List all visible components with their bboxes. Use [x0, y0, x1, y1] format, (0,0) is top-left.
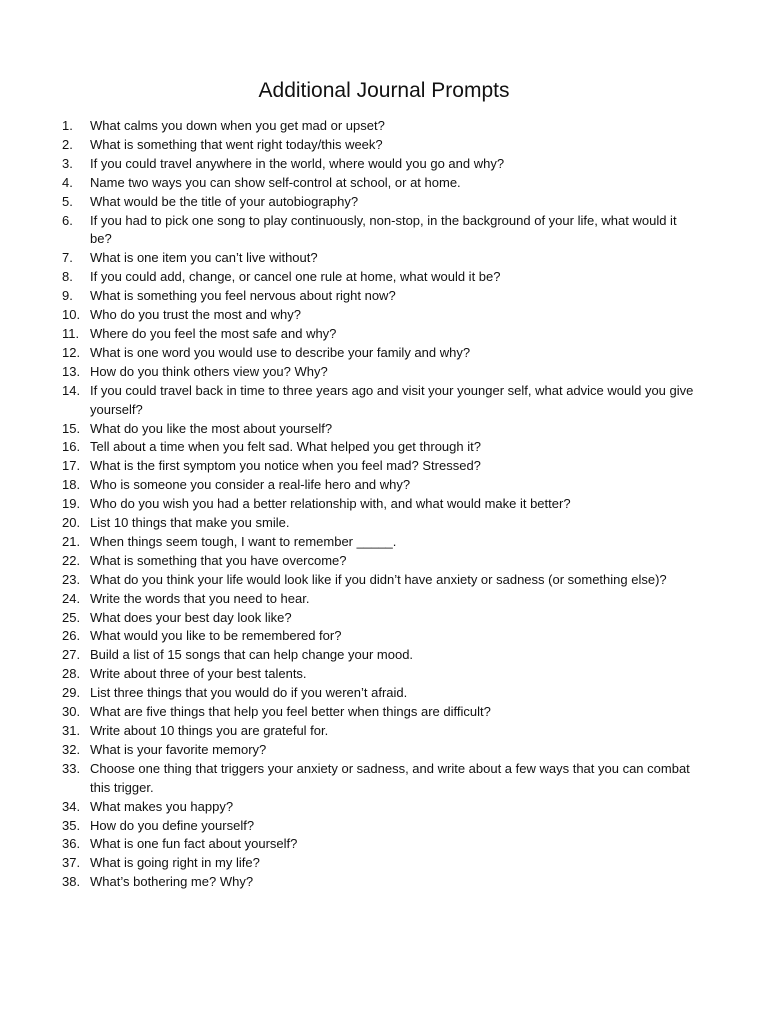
- prompt-item: [62, 382, 698, 420]
- prompt-number: 28.: [62, 666, 81, 682]
- prompt-text: Choose one thing that triggers your anxiety or sadness, and write about a few ways that you can combat this trigger.: [90, 760, 690, 795]
- prompt-item: [62, 136, 698, 155]
- prompt-text: List 10 things that make you smile.: [90, 515, 290, 531]
- prompt-text: Build a list of 15 songs that can help change your mood.: [90, 647, 414, 663]
- prompt-item: [62, 684, 698, 703]
- prompt-item: [62, 174, 698, 193]
- prompt-number: 27.: [62, 647, 81, 663]
- prompt-item: [62, 741, 698, 760]
- prompt-item: [62, 533, 698, 552]
- prompt-text: If you could travel back in time to three years ago and visit your younger self, what advice would you give yourself?: [90, 382, 694, 417]
- prompt-item: [62, 665, 698, 684]
- prompt-number: 31.: [62, 723, 81, 738]
- prompt-number: 32.: [62, 741, 81, 757]
- prompt-number: 26.: [62, 628, 81, 644]
- prompt-number: 7.: [62, 250, 73, 266]
- prompt-text: What makes you happy?: [90, 798, 234, 814]
- prompt-item: [62, 609, 698, 628]
- prompt-item: [62, 646, 698, 665]
- prompt-text: What is your favorite memory?: [90, 741, 267, 757]
- prompt-number: 12.: [62, 344, 81, 360]
- prompt-number: 30.: [62, 704, 81, 720]
- prompt-text: Who do you wish you had a better relationship with, and what would make it better?: [90, 496, 571, 512]
- prompt-text: What is something that went right today/this week?: [90, 136, 383, 152]
- prompt-item: [62, 627, 698, 646]
- prompt-number: 15.: [62, 420, 81, 436]
- prompt-number: 19.: [62, 496, 81, 512]
- prompt-item: [62, 476, 698, 495]
- prompt-item: [62, 438, 698, 457]
- prompt-item: [62, 835, 698, 854]
- prompt-item: [62, 268, 698, 287]
- prompt-item: [62, 117, 698, 136]
- prompt-number: 25.: [62, 609, 81, 625]
- prompt-item: [62, 420, 698, 439]
- prompt-number: 33.: [62, 760, 81, 776]
- prompt-item: [62, 363, 698, 382]
- prompt-text: What do you like the most about yourself?: [90, 420, 333, 436]
- prompt-text: What calms you down when you get mad or upset?: [90, 118, 385, 133]
- prompt-text: What would be the title of your autobiography?: [90, 193, 359, 209]
- prompt-item: [62, 722, 698, 741]
- prompt-text: Tell about a time when you felt sad. What helped you get through it?: [90, 439, 481, 455]
- prompt-item: [62, 457, 698, 476]
- prompt-number: 8.: [62, 269, 73, 285]
- prompt-number: 23.: [62, 571, 81, 587]
- prompt-item: [62, 590, 698, 609]
- prompt-text: Write about 10 things you are grateful for.: [90, 723, 329, 738]
- prompt-number: 34.: [62, 798, 81, 814]
- prompt-item: [62, 854, 698, 873]
- prompt-number: 14.: [62, 382, 81, 398]
- prompt-item: [62, 344, 698, 363]
- prompt-number: 16.: [62, 439, 81, 455]
- prompt-text: What does your best day look like?: [90, 609, 292, 625]
- prompt-number: 3.: [62, 155, 73, 171]
- prompt-text: How do you define yourself?: [90, 817, 255, 833]
- prompt-number: 2.: [62, 136, 73, 152]
- prompt-number: 1.: [62, 118, 73, 133]
- prompt-number: 36.: [62, 836, 81, 852]
- prompt-item: [62, 552, 698, 571]
- prompt-item: [62, 325, 698, 344]
- prompt-number: 37.: [62, 855, 81, 871]
- prompt-number: 6.: [62, 212, 73, 228]
- prompt-text: Name two ways you can show self-control at school, or at home.: [90, 174, 461, 190]
- prompt-item: [62, 155, 698, 174]
- prompt-text: What is going right in my life?: [90, 855, 260, 871]
- prompt-item: [62, 249, 698, 268]
- prompt-number: 18.: [62, 477, 81, 493]
- prompt-text: What do you think your life would look like if you didn’t have anxiety or sadness (or something else)?: [90, 571, 667, 587]
- prompt-item: [62, 495, 698, 514]
- prompt-text: Where do you feel the most safe and why?: [90, 325, 337, 341]
- prompt-text: What is one fun fact about yourself?: [90, 836, 298, 852]
- prompt-text: What’s bothering me? Why?: [90, 874, 254, 890]
- prompt-number: 38.: [62, 874, 81, 890]
- prompt-text: If you could travel anywhere in the world, where would you go and why?: [90, 155, 505, 171]
- prompt-item: [62, 571, 698, 590]
- prompt-item: [62, 514, 698, 533]
- prompt-text: What is the first symptom you notice when you feel mad? Stressed?: [90, 458, 481, 474]
- prompt-text: Who do you trust the most and why?: [90, 307, 301, 323]
- prompt-text: List three things that you would do if you weren’t afraid.: [90, 685, 408, 701]
- prompt-number: 20.: [62, 515, 81, 531]
- prompt-item: [62, 817, 698, 836]
- prompt-text: Write the words that you need to hear.: [90, 590, 310, 606]
- prompt-text: What is one item you can’t live without?: [90, 250, 318, 266]
- prompt-item: [62, 193, 698, 212]
- prompt-number: 4.: [62, 174, 73, 190]
- prompt-item: [62, 873, 698, 892]
- prompt-number: 21.: [62, 533, 81, 549]
- prompt-text: What are five things that help you feel better when things are difficult?: [90, 704, 491, 720]
- prompt-number: 13.: [62, 363, 81, 379]
- page-title: Additional Journal Prompts: [258, 79, 510, 102]
- prompt-number: 22.: [62, 552, 81, 568]
- prompt-item: [62, 798, 698, 817]
- prompt-number: 35.: [62, 817, 81, 833]
- prompt-item: [62, 287, 698, 306]
- prompt-text: When things seem tough, I want to remember _____.: [90, 533, 397, 549]
- prompt-number: 5.: [62, 193, 73, 209]
- prompt-text: Who is someone you consider a real-life hero and why?: [90, 477, 411, 493]
- prompt-number: 10.: [62, 307, 81, 323]
- prompt-number: 11.: [62, 325, 80, 341]
- prompt-text: What would you like to be remembered for?: [90, 628, 342, 644]
- prompt-text: What is something that you have overcome?: [90, 552, 347, 568]
- prompt-item: [62, 703, 698, 722]
- prompt-number: 29.: [62, 685, 81, 701]
- prompt-number: 17.: [62, 458, 81, 474]
- prompt-text: Write about three of your best talents.: [90, 666, 307, 682]
- prompt-text: What is something you feel nervous about right now?: [90, 288, 396, 304]
- prompt-number: 24.: [62, 590, 81, 606]
- prompt-text: If you had to pick one song to play continuously, non-stop, in the background of your life, what would it be?: [90, 212, 677, 247]
- prompt-text: How do you think others view you? Why?: [90, 363, 328, 379]
- prompt-item: [62, 760, 698, 798]
- prompt-number: 9.: [62, 288, 73, 304]
- prompt-item: [62, 306, 698, 325]
- prompt-list: [62, 117, 698, 892]
- prompt-text: What is one word you would use to describe your family and why?: [90, 344, 471, 360]
- prompt-item: [62, 212, 698, 250]
- prompt-text: If you could add, change, or cancel one rule at home, what would it be?: [90, 269, 501, 285]
